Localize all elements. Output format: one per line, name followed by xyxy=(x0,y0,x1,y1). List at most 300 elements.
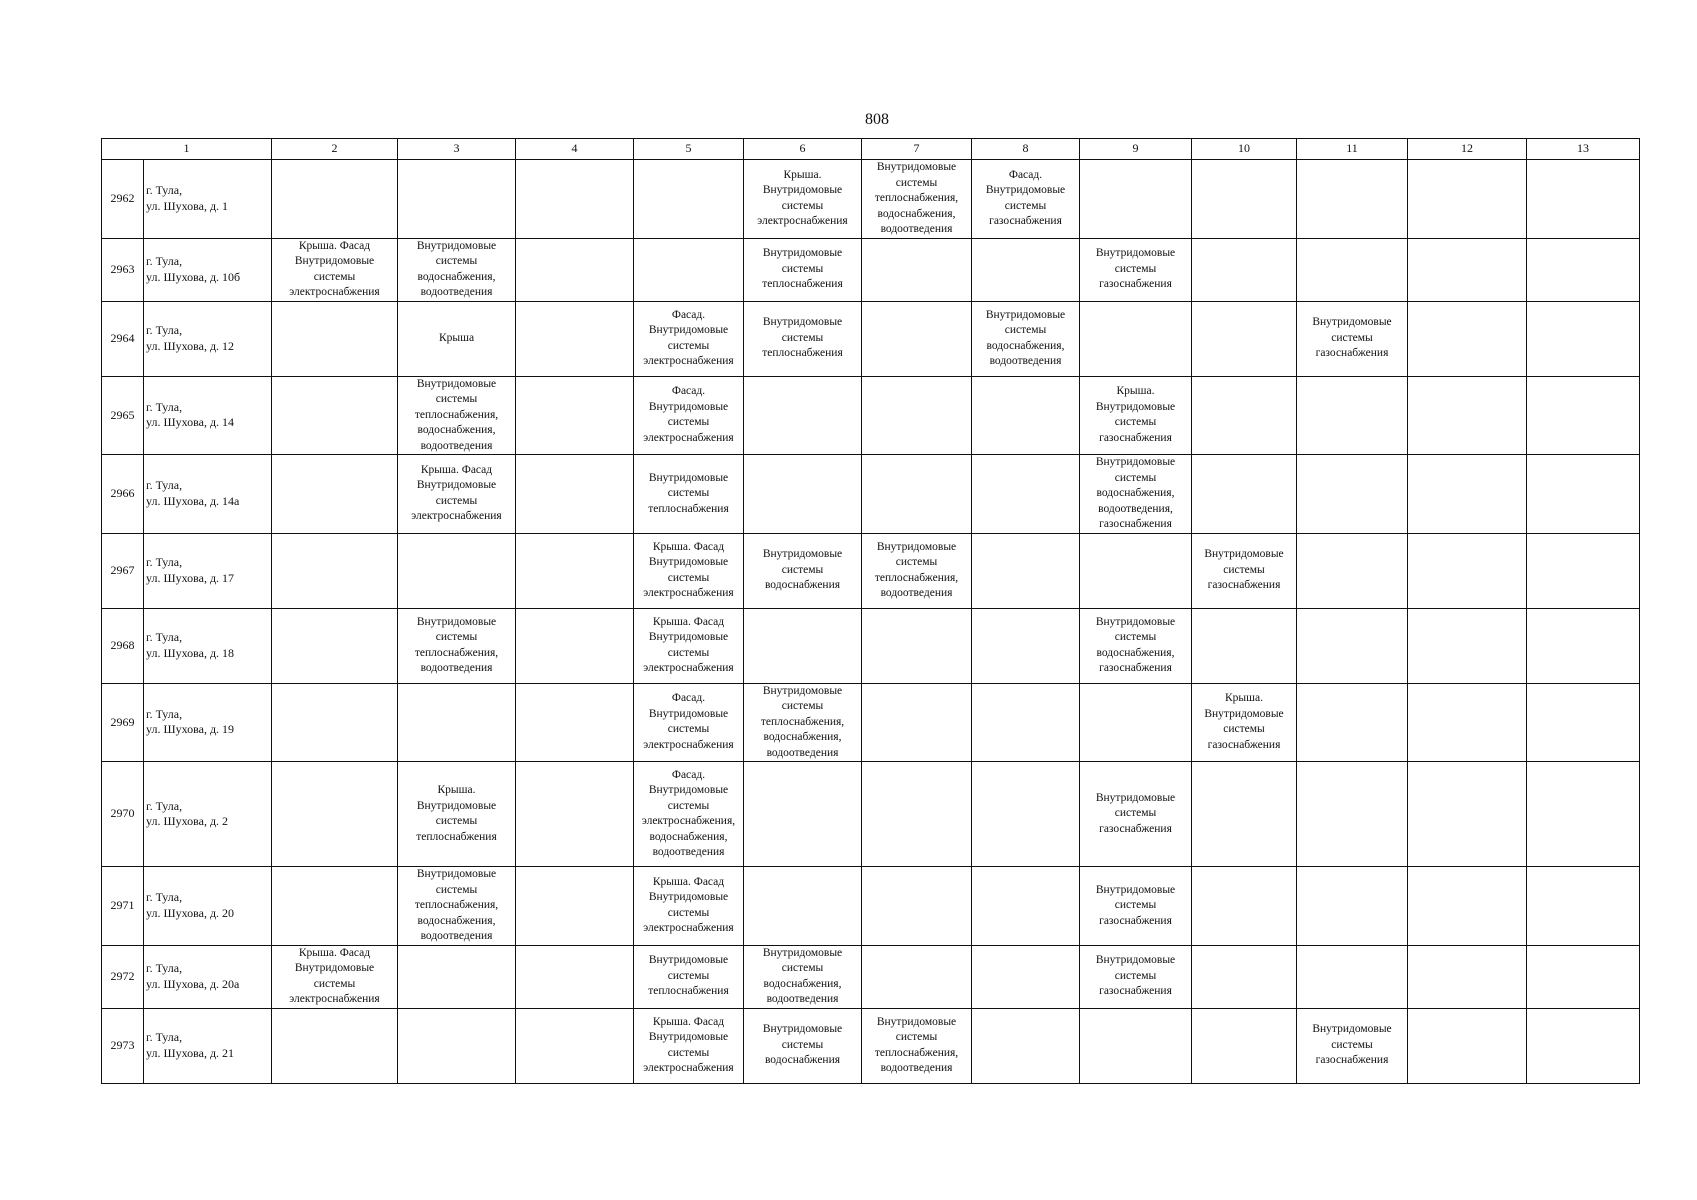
work-cell-col-5 xyxy=(634,533,744,608)
work-item-line: Внутридомовые xyxy=(648,400,729,413)
work-item-line: теплоснабжения, xyxy=(414,408,499,421)
work-item-line: Внутридомовые xyxy=(1095,247,1176,260)
work-cell-col-2 xyxy=(272,376,398,455)
work-cell-col-11 xyxy=(1297,762,1408,867)
table-row xyxy=(102,762,1640,867)
table-row xyxy=(102,1008,1640,1083)
work-item-line: Внутридомовые xyxy=(762,684,843,697)
work-cell-col-4 xyxy=(516,455,634,534)
work-item-line: Внутридомовые xyxy=(1095,883,1176,896)
work-item-line: теплоснабжения xyxy=(648,985,729,998)
work-cell-col-12 xyxy=(1408,455,1527,534)
work-cell-col-13 xyxy=(1527,608,1640,683)
address-street: ул. Шухова, д. 14а xyxy=(146,493,240,508)
work-item-line: водоотведения xyxy=(420,286,493,298)
work-item-line: Внутридомовые xyxy=(648,954,729,967)
work-cell-col-10 xyxy=(1192,533,1297,608)
work-item-line: Внутридомовые xyxy=(416,615,497,628)
work-cell-col-4 xyxy=(516,608,634,683)
work-cell-col-11 xyxy=(1297,376,1408,455)
work-cell-col-10 xyxy=(1192,945,1297,1008)
work-item-line: системы xyxy=(895,556,938,568)
address-city: г. Тула, xyxy=(146,706,183,721)
work-cell-col-10 xyxy=(1192,683,1297,762)
work-cell-col-12 xyxy=(1408,301,1527,376)
work-item-line: Крыша. xyxy=(1116,385,1155,398)
work-cell-col-3 xyxy=(398,533,516,608)
work-item-line: Внутридомовые xyxy=(1204,548,1284,561)
work-item-line: электроснабжения xyxy=(757,215,848,228)
work-item-line: Крыша xyxy=(438,331,475,344)
work-item-line: водоотведения, xyxy=(1098,502,1173,515)
work-item-line: теплоснабжения xyxy=(416,830,497,843)
work-cell-col-5 xyxy=(634,301,744,376)
work-cell-col-9 xyxy=(1080,945,1192,1008)
work-cell-col-9 xyxy=(1080,533,1192,608)
address-cell xyxy=(144,301,272,376)
work-item-line: Внутридомовые xyxy=(762,548,843,561)
address-cell xyxy=(144,867,272,946)
address-street: ул. Шухова, д. 1 xyxy=(146,198,229,213)
work-cell-col-5 xyxy=(634,608,744,683)
address-city: г. Тула, xyxy=(146,798,183,813)
work-item-line: газоснабжения xyxy=(1315,347,1389,360)
column-header-13: 13 xyxy=(1527,139,1640,160)
work-item-line: водоотведения xyxy=(652,846,725,858)
work-cell-col-11 xyxy=(1297,683,1408,762)
work-cell-col-10 xyxy=(1192,376,1297,455)
work-cell-col-13 xyxy=(1527,762,1640,867)
work-cell-col-10 xyxy=(1192,1008,1297,1083)
work-item-line: электроснабжения xyxy=(411,510,502,523)
work-item-line: электроснабжения xyxy=(643,662,734,674)
work-item-line: Крыша. xyxy=(437,784,476,796)
work-item-line: Внутридомовые xyxy=(648,891,729,904)
table-row xyxy=(102,867,1640,946)
work-item-line: системы xyxy=(435,494,478,507)
work-cell-col-8 xyxy=(972,376,1080,455)
work-cell-col-4 xyxy=(516,1008,634,1083)
address-street: ул. Шухова, д. 19 xyxy=(146,722,235,737)
table-row xyxy=(102,455,1640,534)
work-cell-col-8 xyxy=(972,867,1080,946)
work-item-line: Внутридомовые xyxy=(1095,400,1176,413)
work-cell-col-6 xyxy=(744,867,862,946)
work-item-line: Внутридомовые xyxy=(416,239,497,252)
work-item-line: Внутридомовые xyxy=(648,471,729,484)
work-cell-col-13 xyxy=(1527,301,1640,376)
work-item-line: системы xyxy=(895,176,938,189)
work-item-line: водоснабжения, xyxy=(417,424,496,436)
address-city: г. Тула, xyxy=(146,890,183,905)
address-cell xyxy=(144,160,272,239)
work-item-line: водоотведения xyxy=(420,930,493,942)
work-cell-col-6 xyxy=(744,608,862,683)
work-item-line: теплоснабжения, xyxy=(414,899,499,911)
address-street: ул. Шухова, д. 12 xyxy=(146,338,235,353)
work-cell-col-7 xyxy=(862,376,972,455)
work-cell-col-5 xyxy=(634,945,744,1008)
work-cell-col-12 xyxy=(1408,608,1527,683)
address-cell xyxy=(144,1008,272,1083)
work-item-line: газоснабжения xyxy=(1099,914,1172,927)
work-item-line: теплоснабжения, xyxy=(874,192,959,204)
work-cell-col-2 xyxy=(272,455,398,534)
work-item-line: электроснабжения xyxy=(643,431,734,444)
work-item-line: Крыша. Фасад xyxy=(298,239,371,252)
work-item-line: газоснабжения xyxy=(1099,662,1172,674)
work-item-line: Внутридомовые xyxy=(876,1015,957,1028)
work-cell-col-11 xyxy=(1297,945,1408,1008)
work-item-line: Внутридомовые xyxy=(762,184,843,197)
work-cell-col-9 xyxy=(1080,455,1192,534)
work-item-line: водоснабжения, xyxy=(763,731,842,743)
work-cell-col-3 xyxy=(398,867,516,946)
work-item-line: системы xyxy=(1114,807,1157,820)
work-cell-col-8 xyxy=(972,762,1080,867)
work-item-line: водоснабжения, xyxy=(417,914,496,927)
column-header-9: 9 xyxy=(1080,139,1192,160)
work-cell-col-3 xyxy=(398,238,516,301)
work-cell-col-11 xyxy=(1297,867,1408,946)
work-item-line: теплоснабжения, xyxy=(760,715,845,728)
work-item-line: Крыша. Фасад xyxy=(652,1015,725,1028)
work-cell-col-5 xyxy=(634,1008,744,1083)
table-row xyxy=(102,301,1640,376)
work-cell-col-8 xyxy=(972,945,1080,1008)
work-cell-col-5 xyxy=(634,238,744,301)
work-item-line: Крыша. Фасад xyxy=(652,540,725,553)
work-item-line: Внутридомовые xyxy=(416,799,497,812)
work-item-line: газоснабжения xyxy=(1099,822,1172,835)
work-cell-col-3 xyxy=(398,301,516,376)
work-cell-col-11 xyxy=(1297,1008,1408,1083)
work-cell-col-2 xyxy=(272,683,398,762)
work-item-line: газоснабжения xyxy=(1099,985,1172,998)
work-item-line: водоотведения xyxy=(766,993,839,1005)
table-row xyxy=(102,945,1640,1008)
work-cell-col-6 xyxy=(744,301,862,376)
work-item-line: системы xyxy=(1114,631,1157,643)
work-cell-col-4 xyxy=(516,867,634,946)
work-cell-col-10 xyxy=(1192,301,1297,376)
work-item-line: теплоснабжения xyxy=(762,278,843,291)
work-item-line: системы xyxy=(435,631,478,643)
work-item-line: системы xyxy=(313,977,356,990)
work-cell-col-10 xyxy=(1192,608,1297,683)
work-item-line: системы xyxy=(667,571,710,584)
work-item-line: Внутридомовые xyxy=(762,946,843,959)
work-item-line: Внутридомовые xyxy=(762,247,843,260)
work-item-line: Внутридомовые xyxy=(1095,954,1176,967)
column-header-3: 3 xyxy=(398,139,516,160)
work-item-line: Внутридомовые xyxy=(1312,316,1392,329)
work-cell-col-3 xyxy=(398,455,516,534)
work-cell-col-6 xyxy=(744,455,862,534)
work-cell-col-8 xyxy=(972,160,1080,239)
work-item-line: водоснабжения, xyxy=(763,977,842,990)
work-item-line: системы xyxy=(667,969,710,982)
work-cell-col-13 xyxy=(1527,945,1640,1008)
work-cell-col-13 xyxy=(1527,160,1640,239)
address-street: ул. Шухова, д. 14 xyxy=(146,415,235,430)
work-item-line: системы xyxy=(667,906,710,919)
work-cell-col-9 xyxy=(1080,160,1192,239)
work-cell-col-11 xyxy=(1297,301,1408,376)
work-cell-col-10 xyxy=(1192,238,1297,301)
address-cell xyxy=(144,533,272,608)
work-cell-col-8 xyxy=(972,301,1080,376)
work-cell-col-2 xyxy=(272,762,398,867)
work-item-line: Внутридомовые xyxy=(762,1023,843,1036)
table-row xyxy=(102,238,1640,301)
work-item-line: водоснабжения, xyxy=(877,207,956,220)
row-number: 2968 xyxy=(102,608,144,683)
work-cell-col-9 xyxy=(1080,608,1192,683)
work-item-line: системы xyxy=(667,416,710,429)
address-city: г. Тула, xyxy=(146,183,183,198)
work-cell-col-9 xyxy=(1080,376,1192,455)
column-header-12: 12 xyxy=(1408,139,1527,160)
work-cell-col-7 xyxy=(862,945,972,1008)
work-item-line: газоснабжения xyxy=(1099,518,1172,530)
work-cell-col-4 xyxy=(516,945,634,1008)
column-header-8: 8 xyxy=(972,139,1080,160)
work-item-line: Крыша. xyxy=(783,168,822,181)
work-item-line: Внутридомовые xyxy=(648,707,729,720)
address-cell xyxy=(144,683,272,762)
work-item-line: системы xyxy=(435,883,478,896)
work-cell-col-13 xyxy=(1527,867,1640,946)
work-item-line: газоснабжения xyxy=(1315,1054,1389,1067)
work-item-line: газоснабжения xyxy=(1099,431,1172,444)
work-cell-col-6 xyxy=(744,762,862,867)
work-cell-col-9 xyxy=(1080,867,1192,946)
work-cell-col-4 xyxy=(516,762,634,867)
work-item-line: теплоснабжения xyxy=(648,502,729,515)
work-item-line: системы xyxy=(435,255,478,267)
work-item-line: Внутридомовые xyxy=(416,377,497,390)
work-item-line: Внутридомовые xyxy=(648,631,729,643)
work-cell-col-10 xyxy=(1192,160,1297,239)
work-item-line: системы xyxy=(1223,563,1265,576)
work-item-line: Внутридомовые xyxy=(1095,615,1176,628)
work-cell-col-13 xyxy=(1527,455,1640,534)
work-cell-col-12 xyxy=(1408,945,1527,1008)
work-cell-col-6 xyxy=(744,683,862,762)
address-street: ул. Шухова, д. 18 xyxy=(146,645,235,660)
work-item-line: водоотведения xyxy=(420,662,493,674)
address-city: г. Тула, xyxy=(146,961,183,975)
work-item-line: Внутридомовые xyxy=(1095,791,1176,804)
work-item-line: газоснабжения xyxy=(1207,579,1281,592)
work-item-line: системы xyxy=(781,331,824,344)
work-item-line: Фасад. xyxy=(671,385,706,398)
work-item-line: системы xyxy=(1114,416,1157,429)
work-cell-col-4 xyxy=(516,238,634,301)
work-cell-col-7 xyxy=(862,762,972,867)
work-cell-col-2 xyxy=(272,238,398,301)
address-cell xyxy=(144,376,272,455)
work-item-line: системы xyxy=(667,723,710,736)
work-item-line: системы xyxy=(1004,199,1047,212)
work-cell-col-7 xyxy=(862,533,972,608)
work-cell-col-9 xyxy=(1080,238,1192,301)
address-street: ул. Шухова, д. 17 xyxy=(146,570,235,585)
work-item-line: водоснабжения, xyxy=(417,270,496,283)
work-item-line: электроснабжения xyxy=(643,587,734,599)
work-item-line: водоотведения xyxy=(880,1062,953,1074)
address-street: ул. Шухова, д. 21 xyxy=(146,1045,235,1060)
work-cell-col-11 xyxy=(1297,608,1408,683)
work-cell-col-5 xyxy=(634,867,744,946)
work-cell-col-9 xyxy=(1080,301,1192,376)
work-cell-col-6 xyxy=(744,238,862,301)
row-number: 2972 xyxy=(102,945,144,1008)
work-item-line: Крыша. Фасад xyxy=(652,875,725,888)
work-cell-col-10 xyxy=(1192,455,1297,534)
address-cell xyxy=(144,762,272,867)
address-city: г. Тула, xyxy=(146,1030,183,1044)
address-cell xyxy=(144,945,272,1008)
work-item-line: электроснабжения xyxy=(289,286,380,298)
row-number: 2966 xyxy=(102,455,144,534)
column-header-11: 11 xyxy=(1297,139,1408,160)
work-item-line: системы xyxy=(667,339,710,352)
work-cell-col-2 xyxy=(272,301,398,376)
work-cell-col-4 xyxy=(516,683,634,762)
work-cell-col-4 xyxy=(516,533,634,608)
work-item-line: Фасад. xyxy=(671,692,706,705)
work-item-line: системы xyxy=(1004,324,1047,336)
work-item-line: системы xyxy=(781,262,824,275)
work-cell-col-13 xyxy=(1527,376,1640,455)
repair-schedule-table xyxy=(101,138,1640,1084)
work-item-line: Внутридомовые xyxy=(294,962,375,974)
work-cell-col-8 xyxy=(972,683,1080,762)
work-cell-col-9 xyxy=(1080,683,1192,762)
work-item-line: водоотведения xyxy=(880,587,953,599)
address-city: г. Тула, xyxy=(146,399,183,414)
work-cell-col-12 xyxy=(1408,238,1527,301)
row-number: 2970 xyxy=(102,762,144,867)
work-item-line: системы xyxy=(781,1038,824,1051)
work-cell-col-7 xyxy=(862,301,972,376)
work-item-line: водоснабжения, xyxy=(649,830,728,843)
work-cell-col-4 xyxy=(516,160,634,239)
work-cell-col-7 xyxy=(862,867,972,946)
work-cell-col-5 xyxy=(634,762,744,867)
work-cell-col-10 xyxy=(1192,762,1297,867)
work-item-line: системы xyxy=(1114,969,1157,982)
work-item-line: системы xyxy=(1114,262,1157,275)
work-cell-col-2 xyxy=(272,608,398,683)
work-cell-col-12 xyxy=(1408,533,1527,608)
work-cell-col-13 xyxy=(1527,238,1640,301)
table-row xyxy=(102,160,1640,239)
work-cell-col-8 xyxy=(972,238,1080,301)
work-item-line: Фасад. xyxy=(671,768,706,781)
work-cell-col-13 xyxy=(1527,533,1640,608)
work-cell-col-8 xyxy=(972,455,1080,534)
work-item-line: теплоснабжения, xyxy=(414,646,499,659)
row-number: 2973 xyxy=(102,1008,144,1083)
work-cell-col-12 xyxy=(1408,683,1527,762)
work-item-line: системы xyxy=(667,1046,710,1059)
address-street: ул. Шухова, д. 20 xyxy=(146,905,235,920)
work-cell-col-3 xyxy=(398,376,516,455)
column-header-4: 4 xyxy=(516,139,634,160)
work-cell-col-7 xyxy=(862,608,972,683)
work-item-line: Внутридомовые xyxy=(416,479,497,492)
work-item-line: электроснабжения xyxy=(643,355,734,367)
work-cell-col-11 xyxy=(1297,238,1408,301)
work-item-line: системы xyxy=(1331,1038,1373,1051)
work-item-line: Внутридомовые xyxy=(876,161,957,173)
header-row xyxy=(102,139,1640,160)
work-cell-col-10 xyxy=(1192,867,1297,946)
work-item-line: водоснабжения, xyxy=(1096,646,1175,659)
work-item-line: газоснабжения xyxy=(1207,738,1281,751)
work-item-line: Внутридомовые xyxy=(1095,456,1176,468)
work-item-line: водоотведения xyxy=(880,223,953,235)
work-cell-col-7 xyxy=(862,455,972,534)
work-item-line: системы xyxy=(1114,899,1157,911)
work-cell-col-6 xyxy=(744,533,862,608)
work-cell-col-13 xyxy=(1527,683,1640,762)
work-cell-col-3 xyxy=(398,1008,516,1083)
work-cell-col-6 xyxy=(744,945,862,1008)
address-city: г. Тула, xyxy=(146,478,183,493)
work-item-line: системы xyxy=(1331,331,1373,344)
address-street: ул. Шухова, д. 2 xyxy=(146,814,229,828)
work-cell-col-6 xyxy=(744,376,862,455)
column-header-2: 2 xyxy=(272,139,398,160)
work-cell-col-12 xyxy=(1408,376,1527,455)
work-item-line: электроснабжения xyxy=(643,1062,734,1074)
address-street: ул. Шухова, д. 20а xyxy=(146,976,240,991)
column-header-7: 7 xyxy=(862,139,972,160)
work-item-line: Внутридомовые xyxy=(294,255,375,267)
work-item-line: водоотведения xyxy=(989,355,1062,367)
row-number: 2963 xyxy=(102,238,144,301)
work-cell-col-5 xyxy=(634,376,744,455)
work-item-line: Внутридомовые xyxy=(648,1031,729,1043)
address-city: г. Тула, xyxy=(146,630,183,644)
work-cell-col-8 xyxy=(972,533,1080,608)
work-item-line: Внутридомовые xyxy=(1312,1023,1392,1036)
work-cell-col-2 xyxy=(272,160,398,239)
work-item-line: Крыша. Фасад xyxy=(298,946,371,959)
work-cell-col-5 xyxy=(634,455,744,534)
row-number: 2964 xyxy=(102,301,144,376)
address-city: г. Тула, xyxy=(146,323,183,337)
address-cell xyxy=(144,238,272,301)
work-item-line: водоснабжения, xyxy=(986,339,1065,352)
work-item-line: водоотведения xyxy=(766,746,839,759)
work-cell-col-7 xyxy=(862,238,972,301)
work-item-line: газоснабжения xyxy=(1099,278,1172,291)
work-item-line: системы xyxy=(1223,723,1265,736)
work-item-line: Фасад. xyxy=(671,308,706,321)
work-item-line: системы xyxy=(895,1031,938,1043)
work-cell-col-4 xyxy=(516,376,634,455)
work-cell-col-8 xyxy=(972,1008,1080,1083)
work-item-line: Фасад. xyxy=(1008,168,1043,181)
work-cell-col-7 xyxy=(862,683,972,762)
work-item-line: электроснабжения xyxy=(289,993,380,1005)
work-cell-col-12 xyxy=(1408,762,1527,867)
